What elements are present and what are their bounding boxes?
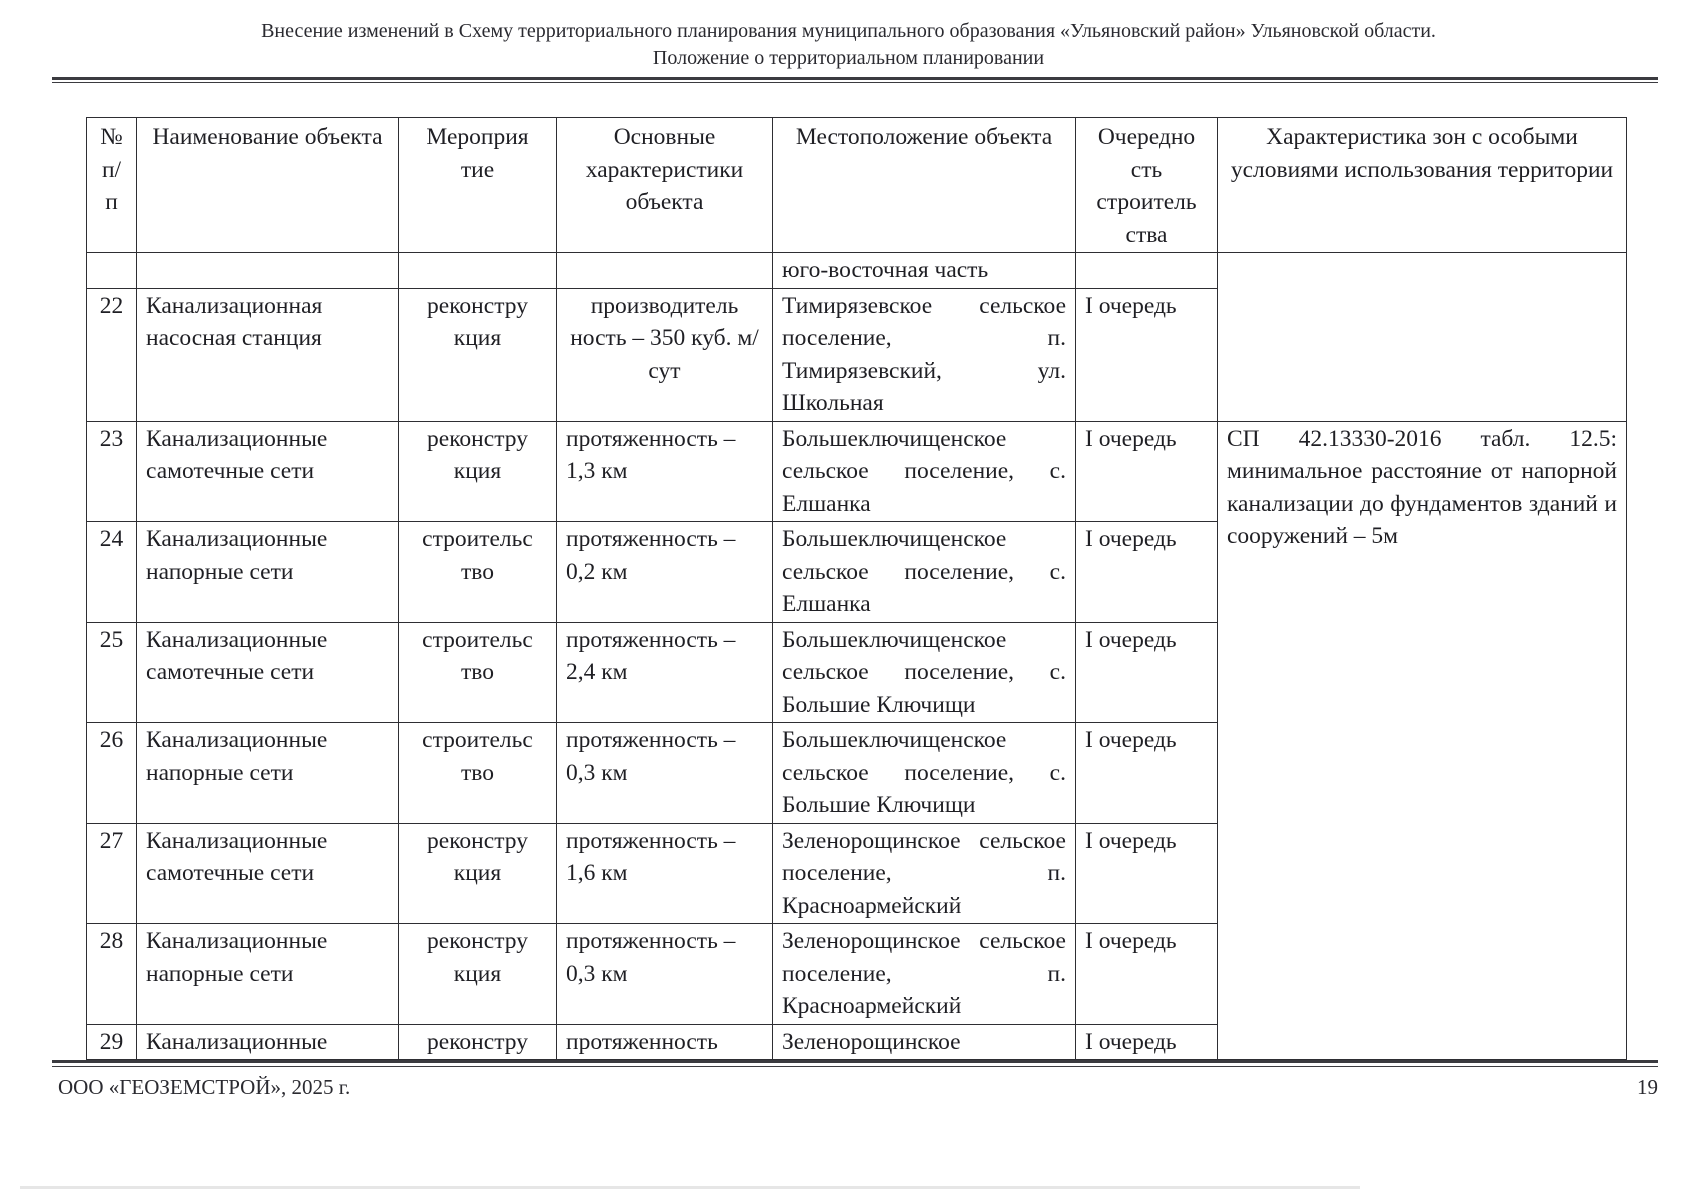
cell-name: Канализационные — [137, 1024, 399, 1060]
cell-action: строительс тво — [399, 723, 557, 824]
scan-edge-line — [20, 1186, 1360, 1189]
cell-characteristics: производитель ность – 350 куб. м/сут — [557, 288, 773, 421]
cell-stage: I очередь — [1076, 522, 1218, 623]
column-header-zones: Характеристика зон с особыми условиями использования территории — [1218, 118, 1627, 253]
cell-location: Зеленорощинское — [773, 1024, 1076, 1060]
cell-number: 25 — [87, 622, 137, 723]
cell-location: Зеленорощинское сельское поселение, п. Красноармейский — [773, 823, 1076, 924]
cell-action: реконстру кция — [399, 823, 557, 924]
cell-name: Канализационные напорные сети — [137, 522, 399, 623]
page-header — [0, 18, 1697, 72]
cell-location: юго-восточная часть — [773, 253, 1076, 289]
column-header-action: Мероприя тие — [399, 118, 557, 253]
header-title-line-2: Положение о территориальном планировании — [652, 47, 1045, 69]
cell-number: 28 — [87, 924, 137, 1025]
cell-location: Зеленорощинское сельское поселение, п. Красноармейский — [773, 924, 1076, 1025]
cell-name: Канализационные напорные сети — [137, 924, 399, 1025]
footer-organization: ООО «ГЕОЗЕМСТРОЙ», 2025 г. — [58, 1075, 351, 1099]
cell-location: Тимирязевское сельское поселение, п. Тимирязевский, ул. Школьная — [773, 288, 1076, 421]
cell-zone-note: СП 42.13330-2016 табл. 12.5: минимальное расстояние от напорной канализации до фундаментов зданий и сооружений – 5м — [1218, 421, 1627, 1060]
cell-number: 24 — [87, 522, 137, 623]
column-header-characteristics: Основные характеристики объекта — [557, 118, 773, 253]
header-divider-thin — [52, 82, 1658, 83]
cell-name: Канализационные самотечные сети — [137, 421, 399, 522]
column-header-stage: Очередно сть строитель ства — [1076, 118, 1218, 253]
cell-stage: I очередь — [1076, 421, 1218, 522]
cell-name: Канализационные самотечные сети — [137, 823, 399, 924]
cell-characteristics: протяженность – 0,2 км — [557, 522, 773, 623]
planning-objects-table — [86, 117, 1627, 1060]
cell-characteristics: протяженность – 1,6 км — [557, 823, 773, 924]
cell-name: Канализационная насосная станция — [137, 288, 399, 421]
cell-stage: I очередь — [1076, 1024, 1218, 1060]
cell-location: Большеключищенское сельское поселение, с. Елшанка — [773, 522, 1076, 623]
page-number: 19 — [1637, 1075, 1658, 1099]
cell-action: реконстру кция — [399, 288, 557, 421]
cell-characteristics: протяженность – 0,3 км — [557, 924, 773, 1025]
cell-number: 27 — [87, 823, 137, 924]
cell-number: 29 — [87, 1024, 137, 1060]
column-header-number: № п/ п — [87, 118, 137, 253]
table-header-row — [87, 118, 1627, 253]
header-divider — [52, 77, 1658, 80]
cell-stage: I очередь — [1076, 622, 1218, 723]
footer-divider — [52, 1060, 1658, 1063]
cell-stage: I очередь — [1076, 924, 1218, 1025]
cell-action: строительс тво — [399, 622, 557, 723]
header-title-line-1: Внесение изменений в Схему территориального планирования муниципального образования «Ульяновский район» Ульяновской области. — [261, 20, 1436, 42]
cell-stage: I очередь — [1076, 723, 1218, 824]
table-row-continuation — [87, 253, 1627, 289]
cell-location: Большеключищенское сельское поселение, с. Большие Ключищи — [773, 723, 1076, 824]
cell-stage: I очередь — [1076, 288, 1218, 421]
cell-characteristics: протяженность – 2,4 км — [557, 622, 773, 723]
cell-action: реконстру кция — [399, 924, 557, 1025]
cell-characteristics: протяженность – 0,3 км — [557, 723, 773, 824]
column-header-location: Местоположение объекта — [773, 118, 1076, 253]
column-header-name: Наименование объекта — [137, 118, 399, 253]
footer-divider-thin — [52, 1066, 1658, 1067]
cell-action: строительс тво — [399, 522, 557, 623]
cell-characteristics: протяженность — [557, 1024, 773, 1060]
table-row — [87, 421, 1627, 522]
cell-action: реконстру кция — [399, 421, 557, 522]
cell-name: Канализационные самотечные сети — [137, 622, 399, 723]
cell-characteristics: протяженность – 1,3 км — [557, 421, 773, 522]
cell-location: Большеключищенское сельское поселение, с. Большие Ключищи — [773, 622, 1076, 723]
cell-action: реконстру — [399, 1024, 557, 1060]
cell-zones-empty — [1218, 253, 1627, 422]
cell-number: 22 — [87, 288, 137, 421]
cell-number: 23 — [87, 421, 137, 522]
cell-location: Большеключищенское сельское поселение, с. Елшанка — [773, 421, 1076, 522]
cell-name: Канализационные напорные сети — [137, 723, 399, 824]
cell-number: 26 — [87, 723, 137, 824]
cell-stage: I очередь — [1076, 823, 1218, 924]
